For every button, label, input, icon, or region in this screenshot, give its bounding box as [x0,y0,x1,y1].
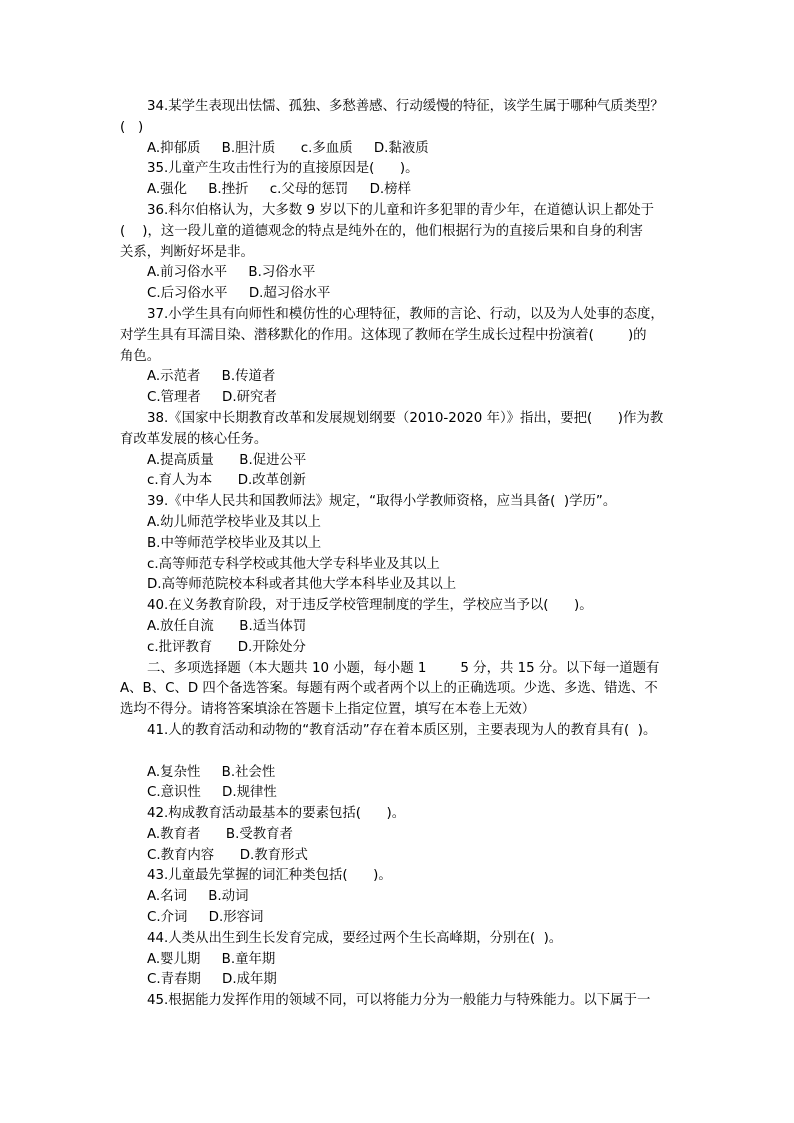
text-line: 角色。 [120,348,161,364]
text-line: A.提高质量 B.促进公平 [147,452,307,468]
text-line: A.婴儿期 B.童年期 [147,951,276,967]
text-line: c.育人为本 D.改革创新 [147,473,306,489]
text-line: C.意识性 D.规律性 [147,785,277,801]
text-line: 选均不得分。请将答案填涂在答题卡上指定位置，填写在本卷上无效） [120,702,536,718]
text-line: A、B、C、D 四个备选答案。每题有两个或者两个以上的正确选项。少选、多选、错选、不 [120,681,658,697]
text-line: 37.小学生具有向师性和模仿性的心理特征，教师的言论、行动，以及为人处事的态度， [147,306,664,322]
document-page [120,97,685,1012]
text-line: A.前习俗水平 B.习俗水平 [147,265,316,281]
text-line: 对学生具有耳濡目染、潜移默化的作用。这体现了教师在学生成长过程中扮演着( )的 [120,327,647,343]
text-line: A.强化 B.挫折 c.父母的惩罚 D.榜样 [147,182,411,198]
text-line: A.教育者 B.受教育者 [147,826,293,842]
text-line: 35.儿童产生攻击性行为的直接原因是( )。 [147,161,419,177]
text-line: 38.《国家中长期教育改革和发展规划纲要（2010-2020 年）》指出，要把( )作为教 [147,410,664,426]
text-line: ( )，这一段儿童的道德观念的特点是纯外在的，他们根据行为的直接后果和自身的利害 [120,223,643,239]
text-line: A.放任自流 B.适当体罚 [147,618,307,634]
text-line: 45.根据能力发挥作用的领域不同，可以将能力分为一般能力与特殊能力。以下属于一 [147,993,651,1009]
text-line: c.高等师范专科学校或其他大学专科毕业及其以上 [147,556,440,572]
text-line: B.中等师范学校毕业及其以上 [147,535,322,551]
text-line: C.后习俗水平 D.超习俗水平 [147,286,331,302]
text-line: C.管理者 D.研究者 [147,390,277,406]
text-line: C.教育内容 D.教育形式 [147,847,308,863]
text-line: 36.科尔伯格认为，大多数 9 岁以下的儿童和许多犯罪的青少年，在道德认识上都处于 [147,202,654,218]
text-line: 42.构成教育活动最基本的要素包括( )。 [147,806,406,822]
text-line: c.批评教育 D.开除处分 [147,639,306,655]
blank-line [120,742,685,763]
text-line: ( ) [120,119,144,135]
text-line: 40.在义务教育阶段，对于违反学校管理制度的学生，学校应当予以( )。 [147,598,593,614]
text-line: A.名词 B.动词 [147,889,249,905]
text-line: A.幼儿师范学校毕业及其以上 [147,514,321,530]
text-line: A.抑郁质 B.胆汁质 c.多血质 D.黏液质 [147,140,429,156]
text-line: C.青春期 D.成年期 [147,972,277,988]
text-line: 39.《中华人民共和国教师法》规定，“取得小学教师资格，应当具备( )学历”。 [147,494,617,510]
text-line: D.高等师范院校本科或者其他大学本科毕业及其以上 [147,577,457,593]
text-line: 44.人类从出生到生长发育完成，要经过两个生长高峰期，分别在( )。 [147,930,563,946]
text-line: 34.某学生表现出怯懦、孤独、多愁善感、行动缓慢的特征，该学生属于哪种气质类型？ [147,99,664,114]
text-line: A.复杂性 B.社会性 [147,764,276,780]
text-line: 育改革发展的核心任务。 [120,431,268,447]
text-line: C.介词 D.形容词 [147,910,264,926]
text-line: A.示范者 B.传道者 [147,369,276,385]
section-heading: 二、多项选择题（本大题共 10 小题，每小题 1 5 分，共 15 分。以下每一道题有 [147,660,660,676]
text-line: 关系，判断好坏是非。 [120,244,254,260]
text-line: 43.儿童最先掌握的词汇种类包括( )。 [147,868,392,884]
text-line: 41.人的教育活动和动物的“教育活动”存在着本质区别，主要表现为人的教育具有( )。 [147,722,657,738]
